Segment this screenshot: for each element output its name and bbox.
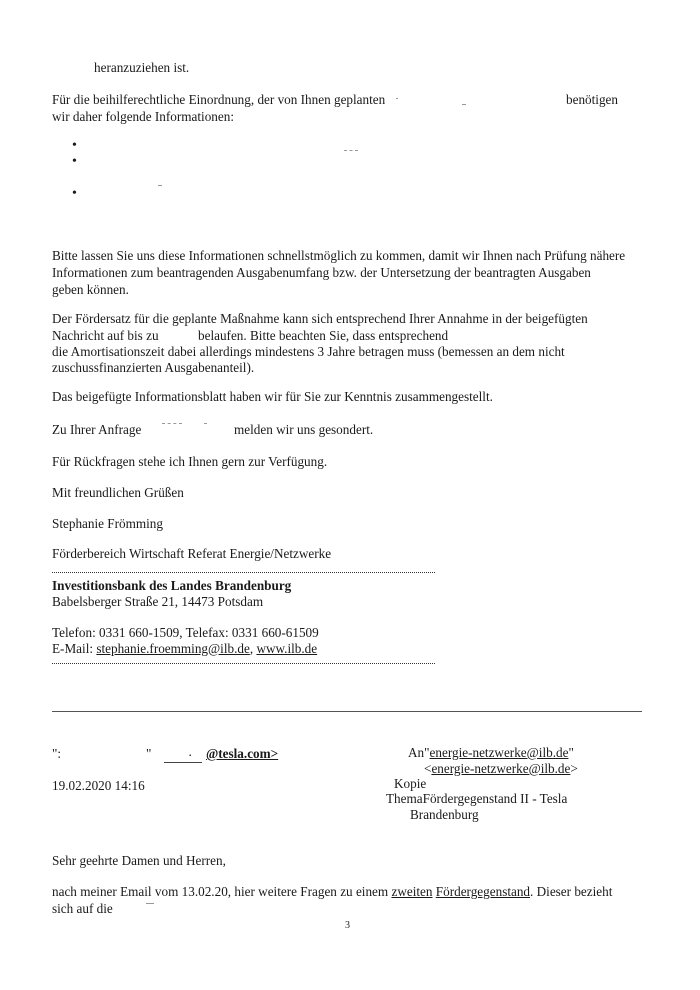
email-body-text: nach meiner Email vom 13.02.20, hier weitere Fragen zu einem — [52, 884, 392, 899]
bank-phone: Telefon: 0331 660-1509, Telefax: 0331 660-61509 — [52, 625, 319, 640]
to-field-2 — [424, 761, 578, 778]
redaction-trace — [396, 98, 398, 99]
redaction-trace — [344, 150, 358, 151]
rate-line-4: zuschussfinanzierten Ausgabenanteil). — [52, 360, 255, 375]
bullet-1: • — [72, 138, 77, 153]
email-body-line-1 — [52, 884, 612, 901]
department-text: Förderbereich Wirtschaft Referat Energie/Netzwerke — [52, 546, 332, 561]
redaction-trace — [158, 185, 162, 186]
to-quote: " — [568, 745, 574, 760]
contact-separator: , — [249, 641, 257, 656]
rate-line-2a: Nachricht auf bis zu — [52, 328, 159, 343]
from-field — [52, 746, 61, 763]
sender-email[interactable]: @tesla.com> — [206, 746, 279, 761]
request-text-a: Zu Ihrer Anfrage — [52, 422, 142, 437]
redaction-trace — [146, 903, 154, 904]
redaction-trace — [204, 423, 207, 424]
rate-line-3: die Amortisationszeit dabei allerdings mindestens 3 Jahre betragen muss (bemessen an dem nicht — [52, 344, 565, 359]
email-greeting: Sehr geehrte Damen und Herren, — [52, 853, 226, 868]
redaction-underline — [164, 762, 202, 763]
email-label: E-Mail: — [52, 641, 97, 656]
intro-line-1-end: benötigen — [566, 92, 619, 107]
to-label: An" — [408, 745, 430, 760]
bank-address: Babelsberger Straße 21, 14473 Potsdam — [52, 594, 264, 609]
signer-name: Stephanie Frömming — [52, 516, 163, 531]
bank-contact-line — [52, 641, 317, 658]
sent-date: 19.02.2020 14:16 — [52, 778, 145, 793]
request-line-1: Bitte lassen Sie uns diese Informationen schnellstmöglich zu kommen, damit wir Ihnen nach Prüfung nähere — [52, 248, 626, 263]
redaction-trace — [162, 423, 182, 424]
signature-divider-bottom — [52, 663, 435, 664]
closing-text: Mit freundlichen Grüßen — [52, 485, 184, 500]
website-link[interactable]: www.ilb.de — [256, 641, 318, 656]
underlined-word-foerdergegenstand: Fördergegenstand — [435, 884, 531, 899]
from-quote-mark: ": — [52, 746, 62, 761]
to-gt: > — [570, 761, 578, 776]
page-number: 3 — [345, 920, 350, 931]
underlined-word-zweiten: zweiten — [391, 884, 433, 899]
request-line-3: geben können. — [52, 282, 129, 297]
info-sheet-text: Das beigefügte Informationsblatt haben wir für Sie zur Kenntnis zusammengestellt. — [52, 389, 493, 404]
request-line-2: Informationen zum beantragenden Ausgabenumfang bzw. der Untersetzung der beantragten Ausgaben — [52, 265, 591, 280]
email-separator-line — [52, 711, 642, 712]
to-field — [408, 745, 574, 762]
email-body-text-end: . Dieser bezieht — [530, 884, 613, 899]
rate-line-1: Der Fördersatz für die geplante Maßnahme kann sich entsprechend Ihrer Annahme in der beigefügten — [52, 311, 588, 326]
redaction-trace — [462, 104, 466, 105]
intro-line-2: wir daher folgende Informationen: — [52, 109, 234, 124]
email-link[interactable]: stephanie.froemming@ilb.de — [96, 641, 250, 656]
rate-line-2b: belaufen. Bitte beachten Sie, dass entsprechend — [198, 328, 449, 343]
to-lt: < — [424, 761, 432, 776]
from-quote-mark-2: " — [146, 746, 152, 761]
bullet-2: • — [72, 154, 77, 169]
recipient-email-2[interactable]: energie-netzwerke@ilb.de — [431, 761, 571, 776]
signature-divider-top — [52, 572, 435, 573]
copy-label: Kopie — [394, 776, 427, 791]
intro-line-1: Für die beihilferechtliche Einordnung, der von Ihnen geplanten — [52, 92, 386, 107]
email-body-line-2: sich auf die — [52, 901, 113, 916]
subject-line-2: Brandenburg — [410, 807, 479, 822]
subject-line-1: ThemaFördergegenstand II - Tesla — [386, 791, 568, 806]
request-text-b: melden wir uns gesondert. — [234, 422, 374, 437]
from-dot: · — [188, 748, 193, 763]
bank-name: Investitionsbank des Landes Brandenburg — [52, 578, 292, 593]
recipient-email-1[interactable]: energie-netzwerke@ilb.de — [429, 745, 569, 760]
questions-text: Für Rückfragen stehe ich Ihnen gern zur Verfügung. — [52, 454, 328, 469]
bullet-3: • — [72, 186, 77, 201]
continuation-text: heranzuziehen ist. — [94, 60, 190, 75]
